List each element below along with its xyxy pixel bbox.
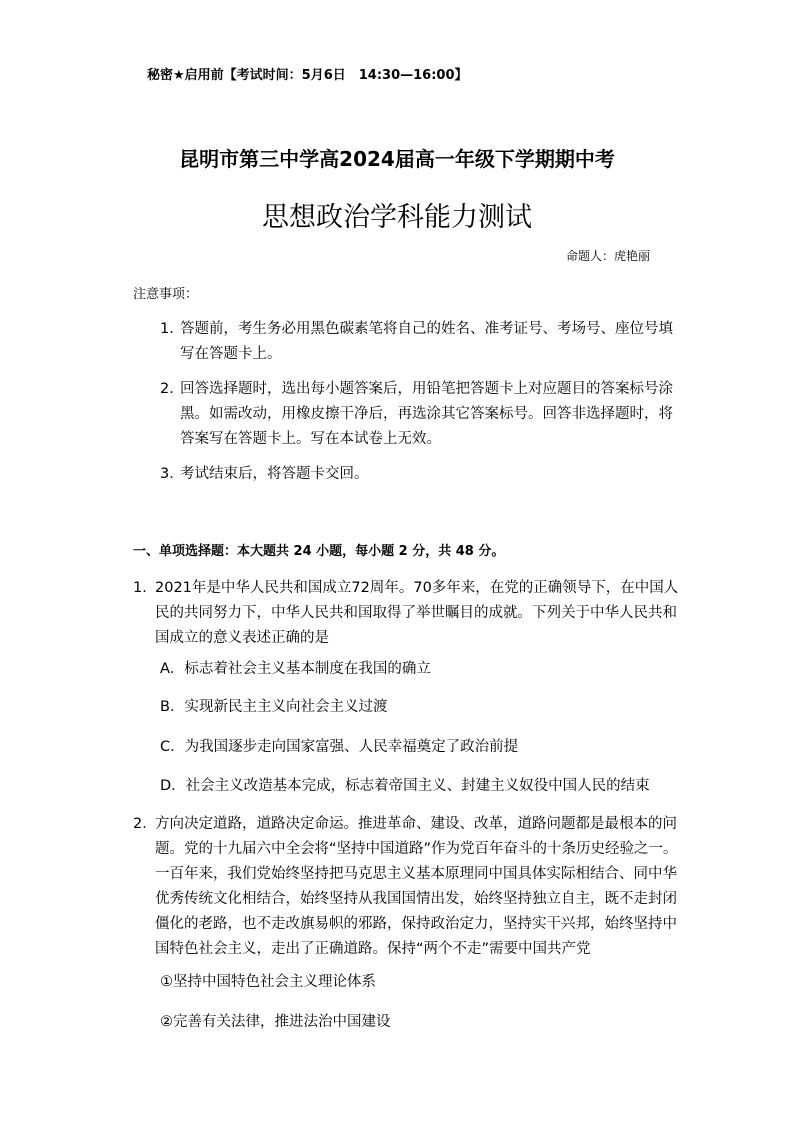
question-stem-line: 题。党的十九届六中全会将“坚持中国道路”作为党百年奋斗的十条历史经验之一。	[155, 841, 678, 857]
option-a[interactable]: A．标志着社会主义基本制度在我国的确立	[160, 661, 431, 677]
subject-title: 思想政治学科能力测试	[262, 202, 532, 233]
notice-item-line: 答题前，考生务必用黑色碳素笔将自己的姓名、准考证号、考场号、座位号填	[180, 321, 673, 337]
notice-item-number: 1．	[160, 321, 184, 337]
notice-item	[160, 317, 673, 367]
notice-item-line: 写在答题卡上。	[180, 346, 282, 362]
question-stem-line: 僵化的老路，也不走改旗易帜的邪路，保持政治定力，坚持实干兴邦，始终坚持中	[155, 916, 677, 932]
notice-item-line: 黑。如需改动，用橡皮擦干净后，再选涂其它答案标号。回答非选择题时，将	[180, 406, 673, 422]
notice-item-number: 2．	[160, 381, 184, 397]
statement-1: ①坚持中国特色社会主义理论体系	[160, 974, 376, 990]
option-b[interactable]: B．实现新民主主义向社会主义过渡	[160, 699, 388, 715]
exam-time-banner: 秘密★启用前【考试时间：5月6日 14:30—16:00】	[147, 68, 468, 83]
question-stem-line: 国特色社会主义，走出了正确道路。保持“两个不走”需要中国共产党	[155, 941, 591, 957]
question-number: 2．	[133, 816, 157, 832]
section-heading: 一、单项选择题：本大题共 24 小题，每小题 2 分，共 48 分。	[133, 544, 505, 559]
notice-item-line: 考试结束后，将答题卡交回。	[180, 466, 369, 482]
notice-item-line: 答案写在答题卡上。写在本试卷上无效。	[180, 431, 441, 447]
option-d[interactable]: D．社会主义改造基本完成，标志着帝国主义、封建主义奴役中国人民的结束	[160, 778, 650, 794]
option-c[interactable]: C．为我国逐步走向国家富强、人民幸福奠定了政治前提	[160, 739, 519, 755]
question-1	[133, 576, 678, 651]
question-stem-line: 一百年来，我们党始终坚持把马克思主义基本原理同中国具体实际相结合、同中华	[155, 866, 677, 882]
notice-heading: 注意事项：	[133, 287, 199, 302]
notice-item	[160, 377, 673, 452]
exam-title: 昆明市第三中学高2024届高一年级下学期期中考	[179, 147, 615, 171]
question-stem-line: 民的共同努力下，中华人民共和国取得了举世瞩目的成就。下列关于中华人民共和	[155, 605, 677, 621]
author-line: 命题人：虎艳丽	[566, 249, 651, 263]
question-stem-line: 优秀传统文化相结合，始终坚持从我国国情出发，始终坚持独立自主，既不走封闭	[155, 891, 677, 907]
statement-2: ②完善有关法律，推进法治中国建设	[160, 1014, 391, 1030]
question-stem-line: 2．方向决定道路，道路决定命运。推进革命、建设、改革，道路问题都是最根本的问	[133, 812, 678, 837]
question-number: 1．	[133, 580, 157, 596]
notice-item-line: 回答选择题时，选出每小题答案后，用铅笔把答题卡上对应题目的答案标号涂	[180, 381, 673, 397]
notice-item	[160, 462, 369, 487]
question-stem-line: 1．2021年是中华人民共和国成立72周年。70多年来，在党的正确领导下，在中国人	[133, 576, 678, 601]
question-2	[133, 812, 678, 962]
notice-item-number: 3．	[160, 466, 184, 482]
question-stem-line: 国成立的意义表述正确的是	[155, 630, 329, 646]
